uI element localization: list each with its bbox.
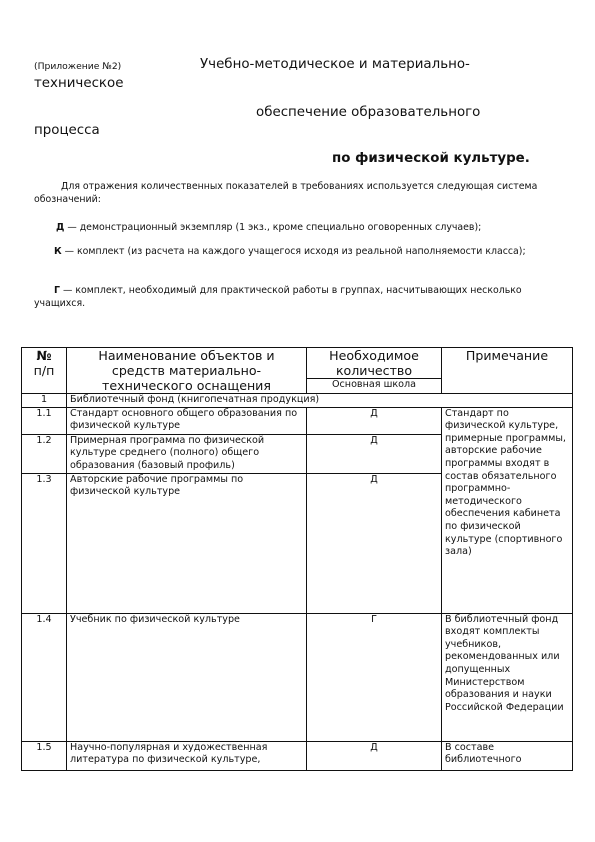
appendix-label: (Приложение №2) [34, 61, 122, 72]
row-name: Учебник по физической культуре [67, 613, 307, 741]
row-code: Д [307, 434, 442, 473]
title-line-1: Учебно-методическое и материально- [200, 57, 470, 72]
row-number: 1.3 [22, 473, 67, 613]
header-note: Примечание [442, 348, 573, 394]
header-number [22, 348, 67, 394]
row-note: Стандарт по физической культуре, примерные программы, авторские рабочие программы входят в состав обязательного программно-методического обеспечения кабинета по физической культуре (спортивного зала) [442, 407, 573, 613]
section-number: 1 [22, 394, 67, 408]
row-name: Научно-популярная и художественная литература по физической культуре, [67, 741, 307, 770]
title-line-3: обеспечение образовательного [256, 105, 481, 120]
section-title: Библиотечный фонд (книгопечатная продукция) [67, 394, 573, 408]
row-note: В составе библиотечного [442, 741, 573, 770]
row-number: 1.1 [22, 407, 67, 434]
intro-paragraph [34, 180, 564, 206]
table-row [22, 613, 573, 741]
legend-item-g [34, 284, 558, 310]
equipment-table [21, 347, 573, 771]
row-number: 1.4 [22, 613, 67, 741]
row-note: В библиотечный фонд входят комплекты учебников, рекомендованных или допущенных Министерством образования и науки Российской Федерации [442, 613, 573, 741]
legend-text: — комплект (из расчета на каждого учащегося исходя из реальной наполняемости класса); [61, 246, 526, 257]
header-name: Наименование объектов и средств материально-технического оснащения [67, 348, 307, 394]
legend-key: К [54, 246, 62, 257]
row-code: Д [307, 407, 442, 434]
row-name: Стандарт основного общего образования по физической культуре [67, 407, 307, 434]
section-row [22, 394, 573, 408]
legend-key: Д [56, 222, 65, 233]
title-line-5: по физической культуре. [332, 151, 530, 166]
legend-item-d [56, 221, 556, 234]
legend-text: — демонстрационный экземпляр (1 экз., кроме специально оговоренных случаев); [64, 222, 482, 233]
title-line-4: процесса [34, 123, 100, 138]
row-number: 1.2 [22, 434, 67, 473]
row-code: Г [307, 613, 442, 741]
number-sign: № [36, 348, 52, 363]
number-abbrev: п/п [33, 363, 55, 378]
row-name: Примерная программа по физической культуре среднего (полного) общего образования (базовый профиль) [67, 434, 307, 473]
row-name: Авторские рабочие программы по физической культуре [67, 473, 307, 613]
table-row [22, 407, 573, 434]
title-line-2: техническое [34, 76, 124, 91]
row-number: 1.5 [22, 741, 67, 770]
legend-key: Г [54, 285, 60, 296]
intro-text: Для отражения количественных показателей в требованиях используется следующая система обозначений: [34, 181, 538, 205]
header-school: Основная школа [307, 379, 442, 394]
legend-text: — комплект, необходимый для практической работы в группах, насчитывающих несколько учащихся. [34, 285, 522, 309]
table-header-row [22, 348, 573, 379]
row-code: Д [307, 473, 442, 613]
header-quantity: Необходимое количество [307, 348, 442, 379]
row-code: Д [307, 741, 442, 770]
table-row [22, 741, 573, 770]
legend-item-k [34, 245, 558, 258]
